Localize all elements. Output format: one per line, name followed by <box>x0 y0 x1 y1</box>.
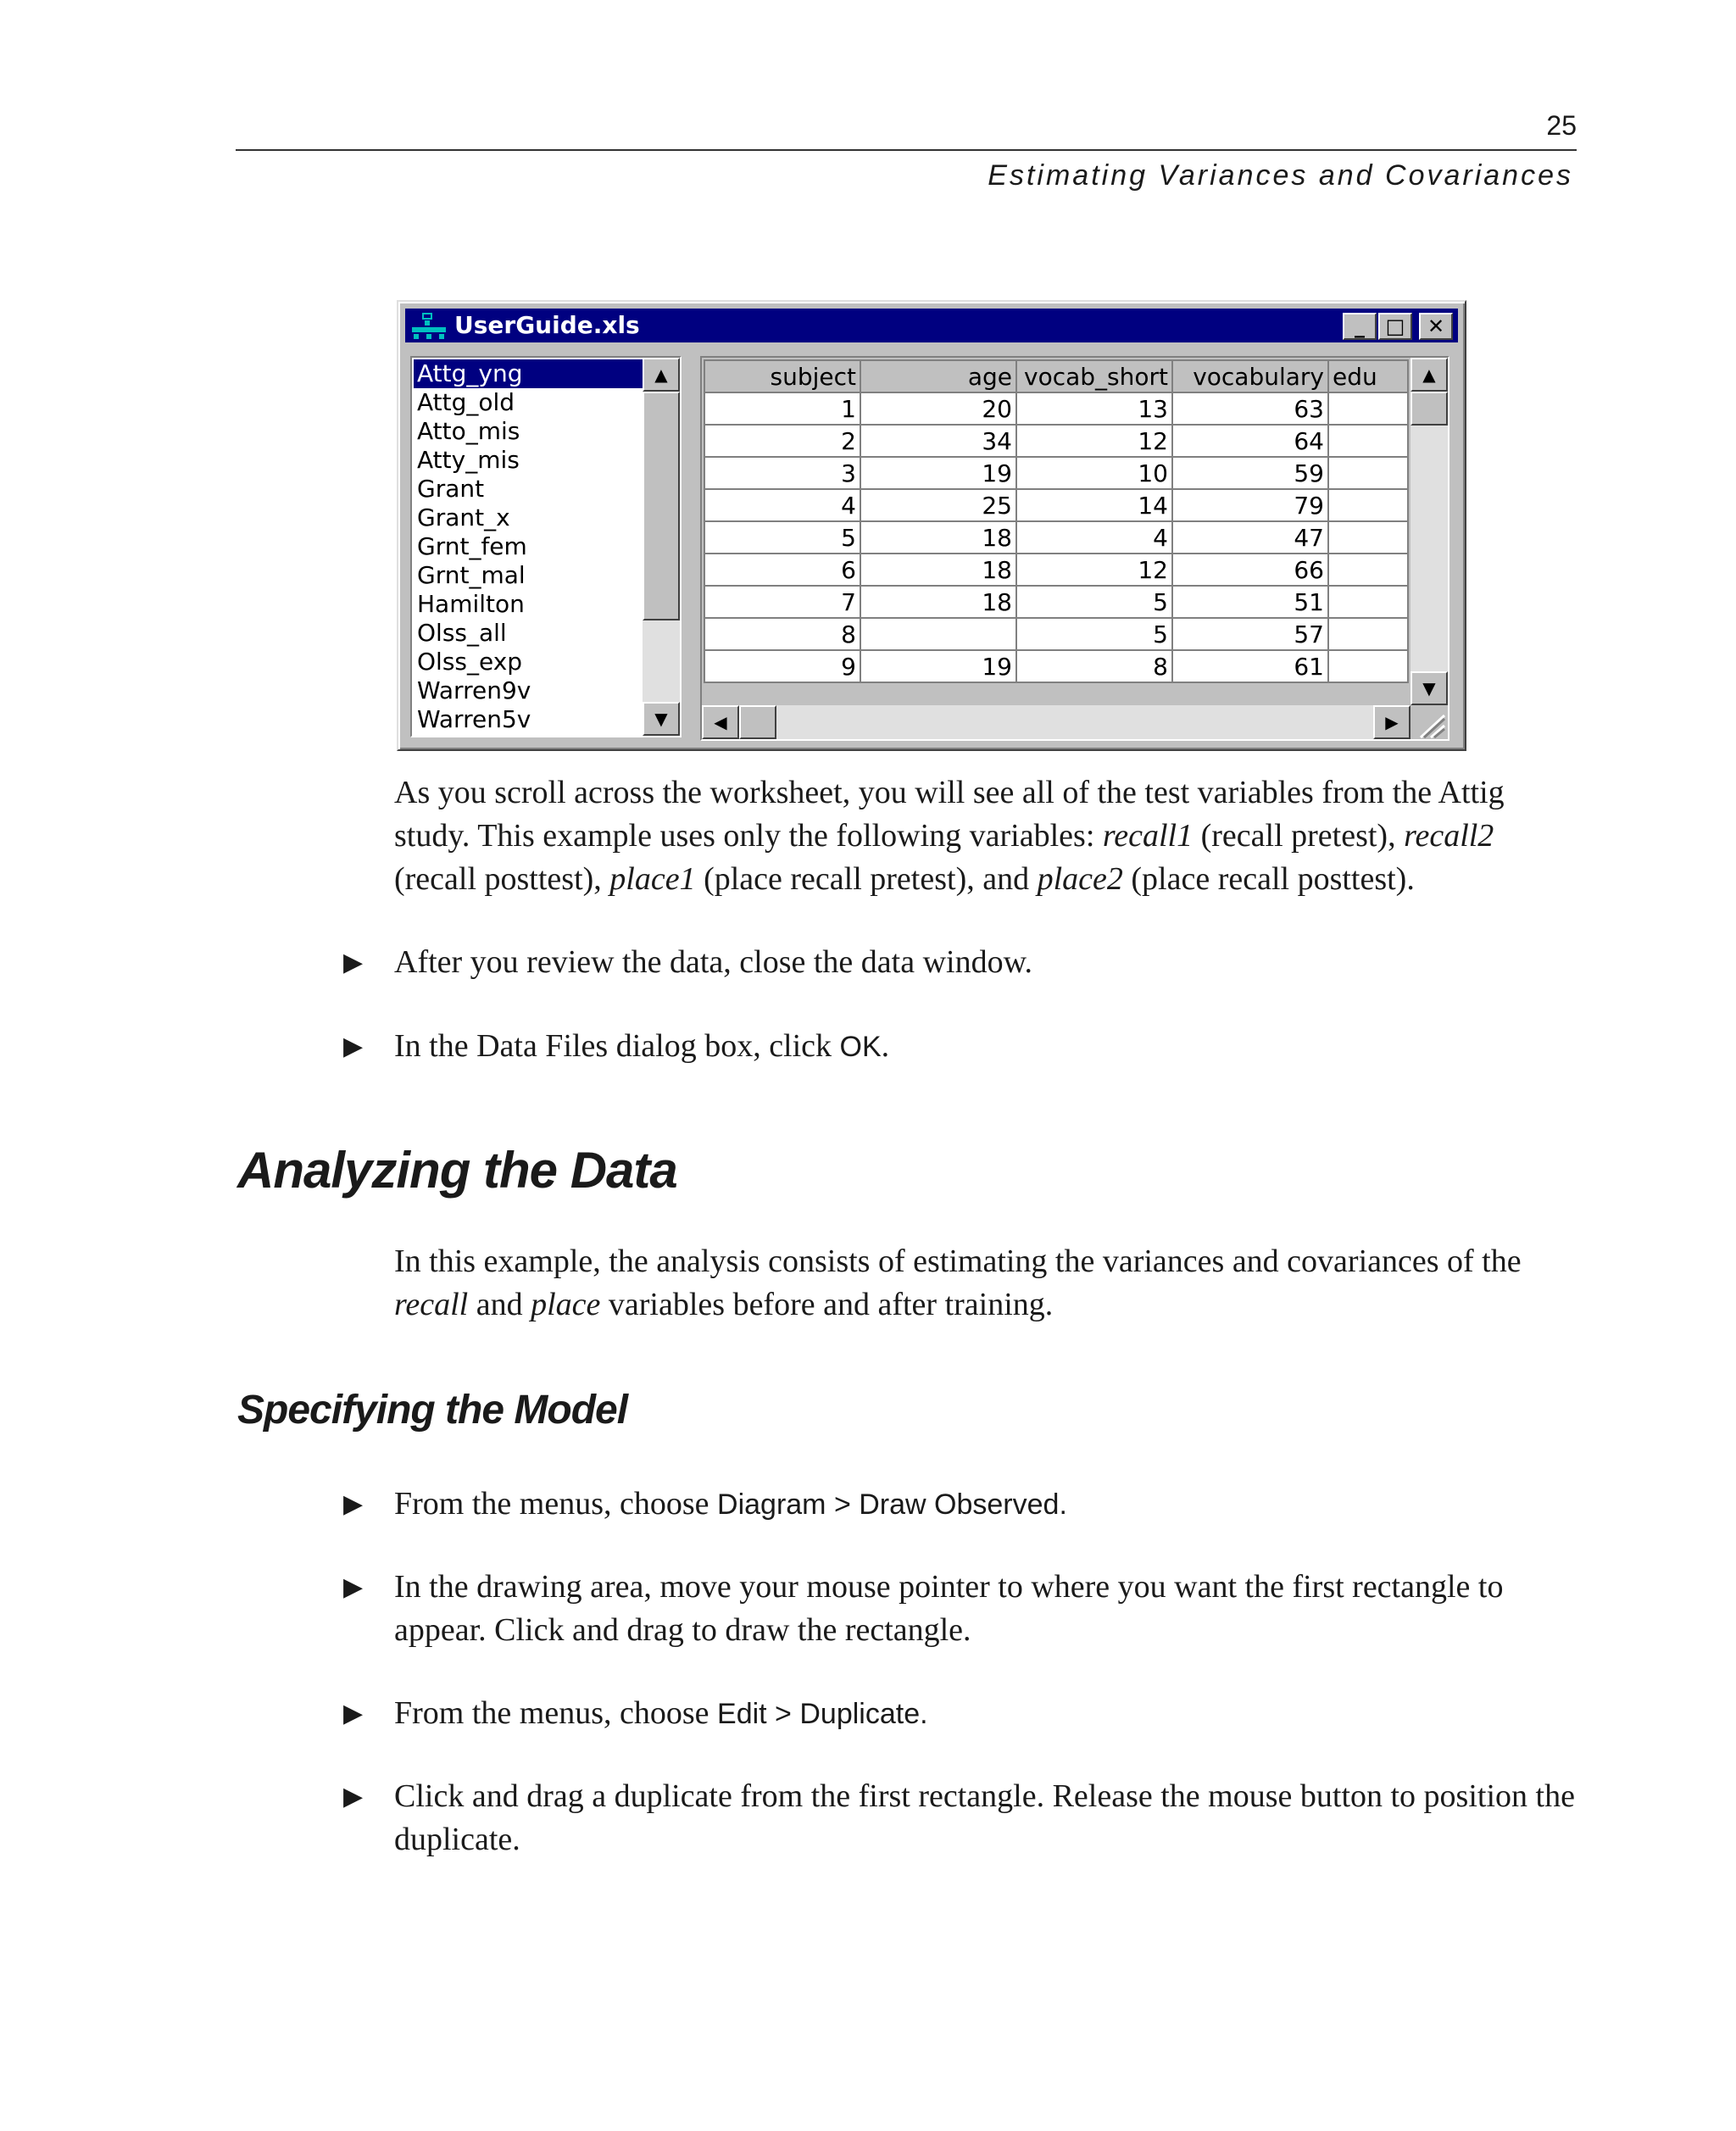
resize-grip-icon[interactable] <box>1410 705 1448 739</box>
scroll-thumb[interactable] <box>643 392 680 620</box>
bullet-arrow-icon: ▶ <box>343 1032 364 1060</box>
sheet-item[interactable]: Atto_mis <box>417 417 520 445</box>
sheet-item[interactable]: Warren5v <box>417 705 531 733</box>
grid-cell[interactable]: 10 <box>1016 457 1172 489</box>
grid-cell[interactable]: 4 <box>704 489 860 521</box>
grid-cell[interactable]: 2 <box>704 425 860 457</box>
column-header[interactable]: edu <box>1328 360 1408 392</box>
data-window <box>397 300 1466 751</box>
table-row <box>704 489 1408 521</box>
table-row <box>704 457 1408 489</box>
scroll-right-icon[interactable]: ▶ <box>1373 705 1410 739</box>
table-row <box>704 618 1408 650</box>
grid-cell[interactable]: 1 <box>704 392 860 425</box>
grid-cell[interactable]: 63 <box>1172 392 1328 425</box>
grid-cell[interactable]: 5 <box>704 521 860 554</box>
minimize-button[interactable]: _ <box>1343 313 1377 340</box>
grid-cell[interactable]: 19 <box>860 650 1016 682</box>
data-grid[interactable] <box>704 359 1409 683</box>
column-header[interactable]: vocab_short <box>1016 360 1172 392</box>
grid-cell[interactable]: 18 <box>860 554 1016 586</box>
bullet-arrow-icon: ▶ <box>343 949 364 976</box>
grid-cell[interactable]: 14 <box>1016 489 1172 521</box>
grid-cell[interactable] <box>1328 554 1408 586</box>
grid-header-row <box>704 360 1408 392</box>
grid-cell[interactable]: 57 <box>1172 618 1328 650</box>
grid-cell[interactable]: 19 <box>860 457 1016 489</box>
grid-cell[interactable]: 5 <box>1016 618 1172 650</box>
running-head: Estimating Variances and Covariances <box>988 159 1573 192</box>
grid-cell[interactable] <box>860 618 1016 650</box>
grid-cell[interactable]: 20 <box>860 392 1016 425</box>
grid-vscroll-thumb[interactable] <box>1410 392 1448 426</box>
grid-cell[interactable]: 64 <box>1172 425 1328 457</box>
maximize-button[interactable]: □ <box>1378 313 1412 340</box>
grid-cell[interactable]: 6 <box>704 554 860 586</box>
column-header[interactable]: subject <box>704 360 860 392</box>
column-header[interactable]: vocabulary <box>1172 360 1328 392</box>
grid-cell[interactable]: 12 <box>1016 554 1172 586</box>
scroll-left-icon[interactable]: ◀ <box>702 705 739 739</box>
sheet-item[interactable]: Hamilton <box>417 590 525 618</box>
sheet-item[interactable]: Olss_all <box>417 619 507 647</box>
sheet-item[interactable]: Attg_old <box>417 388 515 416</box>
bullet-arrow-icon: ▶ <box>343 1490 364 1518</box>
data-grid-pane <box>700 356 1449 741</box>
scroll-down-icon[interactable]: ▼ <box>643 702 680 736</box>
table-row <box>704 425 1408 457</box>
intro-paragraph: As you scroll across the worksheet, you will see all of the test variables from the Attig study. This example uses only the following variables: recall1 (recall pretest), recall2 (recall posttest), place1 (place recall pretest), and place2 (place recall posttest). <box>394 775 1505 897</box>
grid-cell[interactable]: 12 <box>1016 425 1172 457</box>
grid-cell[interactable]: 18 <box>860 586 1016 618</box>
sheet-item[interactable]: Attg_yng <box>414 359 644 388</box>
grid-cell[interactable]: 61 <box>1172 650 1328 682</box>
sheet-item[interactable]: Warren9v <box>417 676 531 704</box>
bullet-arrow-icon: ▶ <box>343 1573 364 1601</box>
grid-scroll-down-icon[interactable]: ▼ <box>1410 671 1448 705</box>
grid-cell[interactable]: 59 <box>1172 457 1328 489</box>
grid-cell[interactable] <box>1328 489 1408 521</box>
page-number: 25 <box>1546 110 1577 141</box>
grid-cell[interactable]: 66 <box>1172 554 1328 586</box>
subsection-heading: Specifying the Model <box>237 1388 628 1433</box>
close-button[interactable]: ✕ <box>1419 313 1453 340</box>
grid-cell[interactable]: 5 <box>1016 586 1172 618</box>
grid-cell[interactable] <box>1328 618 1408 650</box>
grid-cell[interactable]: 7 <box>704 586 860 618</box>
grid-cell[interactable] <box>1328 457 1408 489</box>
table-row <box>704 650 1408 682</box>
column-header[interactable]: age <box>860 360 1016 392</box>
grid-horizontal-scrollbar[interactable] <box>702 705 1410 739</box>
sheet-item[interactable]: Grant_x <box>417 504 510 531</box>
grid-cell[interactable]: 4 <box>1016 521 1172 554</box>
sheet-item[interactable]: Grant <box>417 475 485 503</box>
sheet-item[interactable]: Olss_exp <box>417 648 523 676</box>
scroll-up-icon[interactable]: ▲ <box>643 358 680 392</box>
grid-cell[interactable]: 8 <box>1016 650 1172 682</box>
sheet-list-scrollbar[interactable] <box>643 358 680 736</box>
grid-scroll-up-icon[interactable]: ▲ <box>1410 358 1448 392</box>
grid-cell[interactable]: 3 <box>704 457 860 489</box>
sheet-item[interactable]: Grnt_fem <box>417 532 527 560</box>
sheet-list-items <box>414 359 644 734</box>
section-heading: Analyzing the Data <box>237 1142 677 1199</box>
grid-cell[interactable] <box>1328 521 1408 554</box>
header-rule <box>236 149 1577 151</box>
grid-cell[interactable]: 79 <box>1172 489 1328 521</box>
grid-cell[interactable]: 34 <box>860 425 1016 457</box>
window-titlebar[interactable] <box>405 309 1458 342</box>
grid-cell[interactable] <box>1328 650 1408 682</box>
table-row <box>704 554 1408 586</box>
grid-cell[interactable] <box>1328 425 1408 457</box>
table-row <box>704 392 1408 425</box>
grid-cell[interactable]: 51 <box>1172 586 1328 618</box>
grid-vertical-scrollbar[interactable] <box>1410 358 1448 705</box>
bullet-arrow-icon: ▶ <box>343 1783 364 1811</box>
grid-cell[interactable]: 47 <box>1172 521 1328 554</box>
bullet-arrow-icon: ▶ <box>343 1700 364 1728</box>
analysis-paragraph: In this example, the analysis consists of estimating the variances and covariances of the recall and place variables before and after training. <box>394 1244 1522 1322</box>
sheet-item[interactable]: Atty_mis <box>417 446 520 474</box>
sheet-item[interactable]: Grnt_mal <box>417 561 526 589</box>
table-row <box>704 521 1408 554</box>
grid-cell[interactable] <box>1328 392 1408 425</box>
grid-cell[interactable] <box>1328 586 1408 618</box>
table-row <box>704 586 1408 618</box>
sheet-list[interactable] <box>410 356 682 737</box>
grid-cell[interactable]: 13 <box>1016 392 1172 425</box>
spreadsheet-icon <box>410 312 448 341</box>
grid-cell[interactable]: 25 <box>860 489 1016 521</box>
grid-cell[interactable]: 8 <box>704 618 860 650</box>
grid-cell[interactable]: 9 <box>704 650 860 682</box>
grid-cell[interactable]: 18 <box>860 521 1016 554</box>
grid-hscroll-thumb[interactable] <box>739 705 776 739</box>
window-title: UserGuide.xls <box>454 311 640 339</box>
